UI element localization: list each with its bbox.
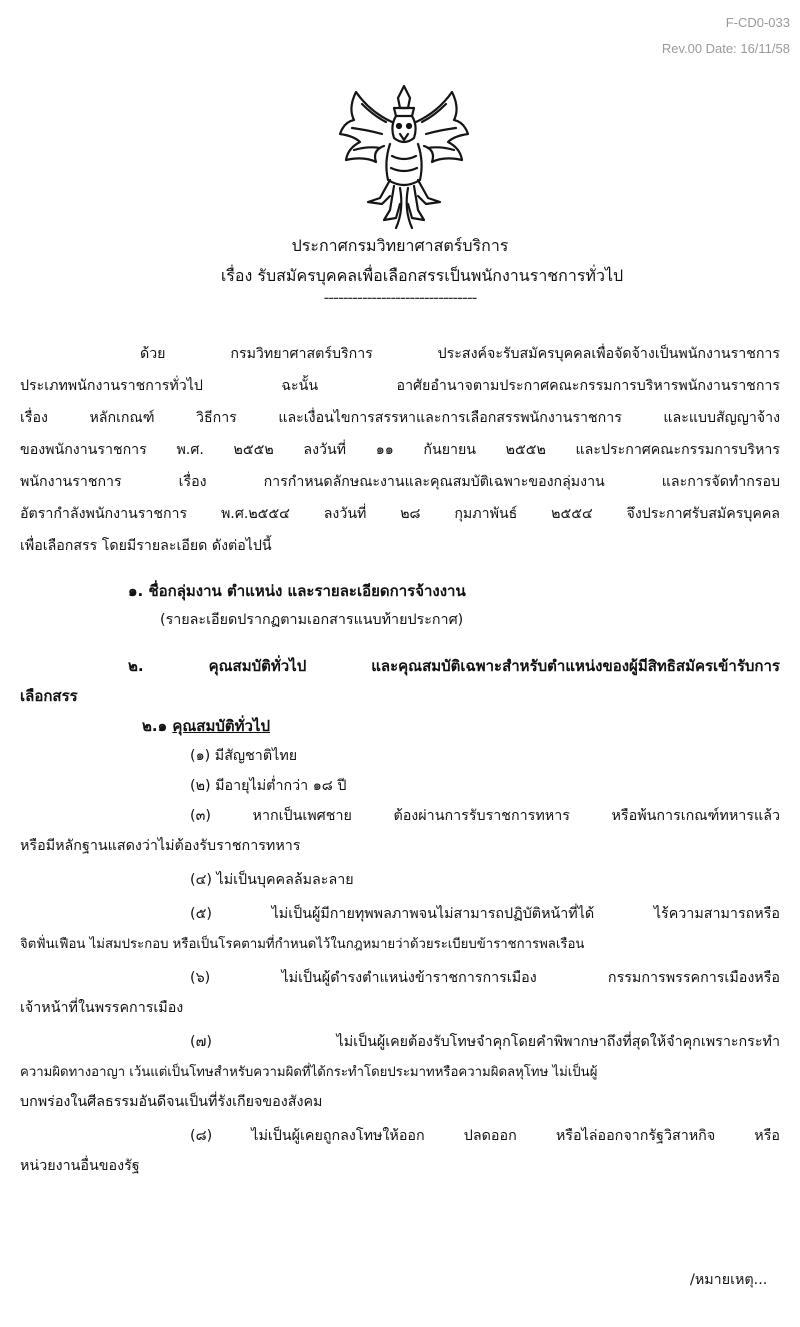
form-id: F-CD0-033 (725, 15, 790, 30)
subsection-number: ๒.๑ (142, 717, 168, 735)
section-1-note: (รายละเอียดปรากฏตามเอกสารแนบท้ายประกาศ) (160, 612, 464, 628)
announcement-subject: เรื่อง รับสมัครบุคคลเพื่อเลือกสรรเป็นพนักงานราชการทั่วไป (220, 266, 624, 285)
qualification-item: (๒) มีอายุไม่ต่ำกว่า ๑๘ ปี (190, 778, 347, 794)
qualification-item-cont: ความผิดทางอาญา เว้นแต่เป็นโทษสำหรับความผิดที่ได้กระทำโดยประมาทหรือความผิดลหุโทษ ไม่เป็นผู้ (20, 1065, 598, 1080)
qualification-item: (๑) มีสัญชาติไทย (190, 748, 298, 764)
section-2-heading: ๒. คุณสมบัติทั่วไป และคุณสมบัติเฉพาะสำหรับตำแหน่งของผู้มีสิทธิสมัครเข้ารับการ (128, 657, 780, 675)
qualification-item: (๗) ไม่เป็นผู้เคยต้องรับโทษจำคุกโดยคำพิพากษาถึงที่สุดให้จำคุกเพราะกระทำ (190, 1034, 780, 1050)
qualification-item: (๖) ไม่เป็นผู้ดำรงตำแหน่งข้าราชการการเมือง กรรมการพรรคการเมืองหรือ (190, 970, 780, 986)
intro-line: อัตรากำลังพนักงานราชการ พ.ศ.๒๕๕๔ ลงวันที่ ๒๘ กุมภาพันธ์ ๒๕๕๔ จึงประกาศรับสมัครบุคคล (20, 506, 780, 522)
intro-line: ด้วย กรมวิทยาศาสตร์บริการ ประสงค์จะรับสมัครบุคคลเพื่อจัดจ้างเป็นพนักงานราชการ (140, 346, 780, 362)
intro-line: พนักงานราชการ เรื่อง การกำหนดลักษณะงานและคุณสมบัติเฉพาะของกลุ่มงาน และการจัดทำกรอบ (20, 474, 780, 490)
qualification-item-cont: หรือมีหลักฐานแสดงว่าไม่ต้องรับราชการทหาร (20, 838, 301, 854)
qualification-item: (๘) ไม่เป็นผู้เคยถูกลงโทษให้ออก ปลดออก หรือไล่ออกจากรัฐวิสาหกิจ หรือ (190, 1128, 780, 1144)
qualification-item-cont: บกพร่องในศีลธรรมอันดีจนเป็นที่รังเกียจของสังคม (20, 1094, 323, 1110)
subsection-2-1-heading (142, 714, 270, 738)
section-2-heading-cont: เลือกสรร (20, 687, 78, 705)
intro-line: เรื่อง หลักเกณฑ์ วิธีการ และเงื่อนไขการสรรหาและการเลือกสรรพนักงานราชการ และแบบสัญญาจ้าง (20, 410, 780, 426)
intro-line: ของพนักงานราชการ พ.ศ. ๒๕๕๒ ลงวันที่ ๑๑ กันยายน ๒๕๕๒ และประกาศคณะกรรมการบริหาร (20, 442, 780, 458)
qualification-item-cont: หน่วยงานอื่นของรัฐ (20, 1158, 140, 1174)
qualification-item: (๔) ไม่เป็นบุคคลล้มละลาย (190, 872, 354, 888)
section-1-heading: ๑. ชื่อกลุ่มงาน ตำแหน่ง และรายละเอียดการจ้างงาน (128, 582, 466, 600)
intro-line: ประเภทพนักงานราชการทั่วไป ฉะนั้น อาศัยอำนาจตามประกาศคณะกรรมการบริหารพนักงานราชการ (20, 378, 780, 394)
revision-date: Rev.00 Date: 16/11/58 (661, 41, 790, 56)
title-separator: -------------------------------- (323, 288, 477, 307)
qualification-item: (๕) ไม่เป็นผู้มีกายทุพพลภาพจนไม่สามารถปฏิบัติหน้าที่ได้ ไร้ความสามารถหรือ (190, 906, 780, 922)
subsection-title: คุณสมบัติทั่วไป (172, 717, 270, 735)
garuda-emblem-icon (334, 82, 474, 232)
qualification-item: (๓) หากเป็นเพศชาย ต้องผ่านการรับราชการทหาร หรือพ้นการเกณฑ์ทหารแล้ว (190, 808, 780, 824)
announcement-title: ประกาศกรมวิทยาศาสตร์บริการ (291, 236, 509, 255)
intro-line: เพื่อเลือกสรร โดยมีรายละเอียด ดังต่อไปนี้ (20, 538, 272, 554)
document-code (530, 10, 790, 62)
qualification-item-cont: จิตฟั่นเฟือน ไม่สมประกอบ หรือเป็นโรคตามที่กำหนดไว้ในกฎหมายว่าด้วยระเบียบข้าราชการพลเรือน (20, 937, 585, 952)
page-continuation: /หมายเหตุ... (690, 1272, 768, 1288)
qualification-item-cont: เจ้าหน้าที่ในพรรคการเมือง (20, 1000, 184, 1016)
